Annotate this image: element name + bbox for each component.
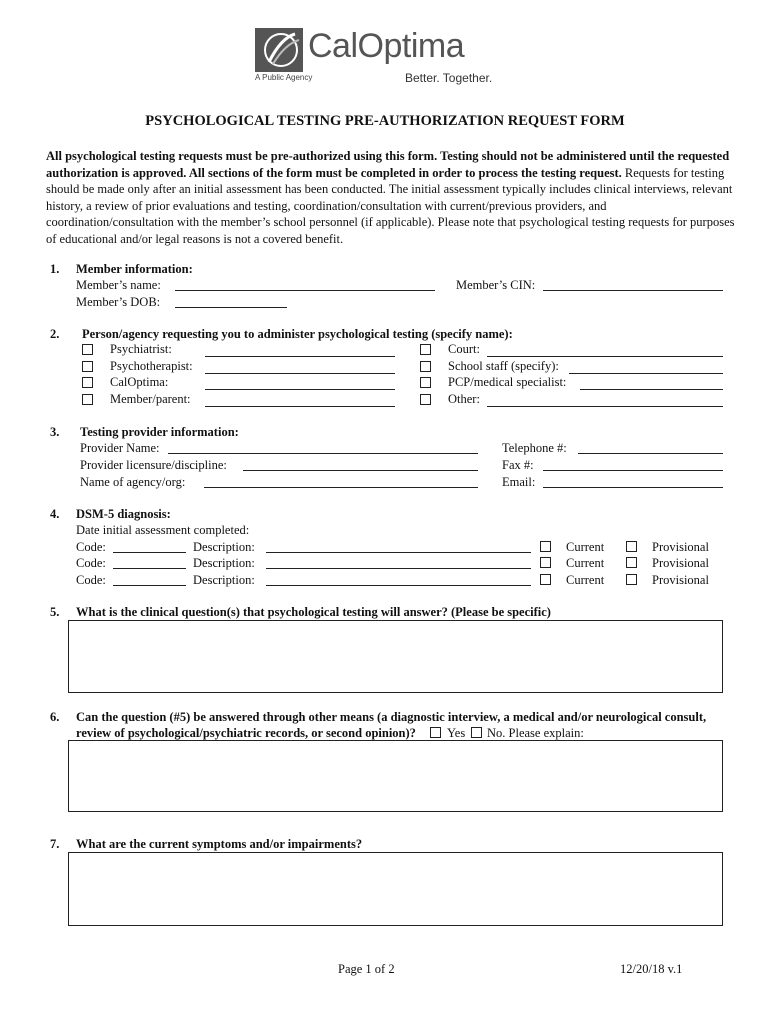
section-number: 2. [50, 327, 60, 341]
description-label: Description: [193, 540, 255, 554]
provider-name-label: Provider Name: [80, 441, 160, 455]
licensure-label: Provider licensure/discipline: [80, 458, 227, 472]
section-question-line1: Can the question (#5) be answered through other means (a diagnostic interview, a medical and/or neurological consult, [76, 710, 707, 724]
other-label: Other: [448, 392, 480, 406]
code-label: Code: [76, 556, 106, 570]
section-number: 4. [50, 507, 60, 521]
fax-field[interactable] [543, 470, 723, 471]
member-dob-label: Member’s DOB: [76, 295, 161, 309]
intro-bold: All psychological testing requests must be pre-authorized using this form. Testing should not be administered until the requested authorization is approved. All sections of the form must be completed in order to process the testing request. [46, 149, 730, 180]
section-number: 6. [50, 710, 60, 724]
intro-paragraph [46, 148, 736, 247]
member-cin-label: Member’s CIN: [456, 278, 536, 292]
clinical-question-textarea[interactable] [68, 620, 723, 693]
explain-textarea[interactable] [68, 740, 723, 812]
email-field[interactable] [543, 487, 723, 488]
agency-label: Name of agency/org: [80, 475, 186, 489]
current-checkbox-2[interactable] [540, 557, 551, 568]
provisional-checkbox-2[interactable] [626, 557, 637, 568]
provisional-checkbox-3[interactable] [626, 574, 637, 585]
page-title: PSYCHOLOGICAL TESTING PRE-AUTHORIZATION REQUEST FORM [145, 113, 625, 129]
psychotherapist-field[interactable] [205, 373, 395, 374]
section-number: 1. [50, 262, 60, 276]
symptoms-textarea[interactable] [68, 852, 723, 926]
member-name-label: Member’s name: [76, 278, 161, 292]
member-name-field[interactable] [175, 290, 435, 291]
description-label: Description: [193, 556, 255, 570]
current-checkbox-3[interactable] [540, 574, 551, 585]
section-heading: DSM-5 diagnosis: [76, 507, 171, 521]
description-field-1[interactable] [266, 552, 531, 553]
provisional-checkbox-1[interactable] [626, 541, 637, 552]
caloptima-label: CalOptima: [110, 375, 169, 389]
current-checkbox-1[interactable] [540, 541, 551, 552]
provider-name-field[interactable] [168, 453, 478, 454]
pcp-checkbox[interactable] [420, 377, 431, 388]
psychiatrist-label: Psychiatrist: [110, 342, 172, 356]
provisional-label: Provisional [652, 540, 709, 554]
member-parent-label: Member/parent: [110, 392, 191, 406]
agency-field[interactable] [204, 487, 478, 488]
section-heading: Person/agency requesting you to administer psychological testing (specify name): [82, 327, 513, 341]
school-staff-label: School staff (specify): [448, 359, 559, 373]
section-number: 7. [50, 837, 60, 851]
licensure-field[interactable] [243, 470, 478, 471]
version-label: 12/20/18 v.1 [620, 962, 683, 976]
member-parent-field[interactable] [205, 406, 395, 407]
other-checkbox[interactable] [420, 394, 431, 405]
logo-name: CalOptima [308, 27, 465, 65]
code-field-2[interactable] [113, 568, 186, 569]
section-question-line2: review of psychological/psychiatric records, or second opinion)? [76, 726, 416, 740]
fax-label: Fax #: [502, 458, 534, 472]
provisional-label: Provisional [652, 573, 709, 587]
code-label: Code: [76, 573, 106, 587]
email-label: Email: [502, 475, 536, 489]
telephone-field[interactable] [578, 453, 723, 454]
pcp-field[interactable] [580, 389, 723, 390]
intro-normal: Requests for testing should be made only after an initial assessment has been conducted. The initial assessment typically includes clinical interviews, relevant history, a review of prior evaluations and testing, coordination/consultation with current/previous providers, and coordination/consultation with the member’s school personnel (if applicable). Please note that psychological testing requests for purposes of educational and/or legal reasons is not a covered benefit. [46, 165, 735, 246]
logo-agency: A Public Agency [255, 73, 313, 82]
page-number: Page 1 of 2 [338, 962, 395, 976]
logo-tagline: Better. Together. [405, 71, 493, 85]
no-label: No. Please explain: [487, 726, 584, 740]
section-number: 5. [50, 605, 60, 619]
section-heading: Testing provider information: [80, 425, 239, 439]
other-field[interactable] [487, 406, 723, 407]
court-checkbox[interactable] [420, 344, 431, 355]
court-field[interactable] [487, 356, 723, 357]
member-parent-checkbox[interactable] [82, 394, 93, 405]
caloptima-field[interactable] [205, 389, 395, 390]
member-cin-field[interactable] [543, 290, 723, 291]
caloptima-logo-icon [255, 28, 303, 72]
school-staff-checkbox[interactable] [420, 361, 431, 372]
pcp-label: PCP/medical specialist: [448, 375, 567, 389]
psychiatrist-field[interactable] [205, 356, 395, 357]
member-dob-field[interactable] [175, 307, 287, 308]
section-question: What is the clinical question(s) that psychological testing will answer? (Please be specific) [76, 605, 551, 619]
logo [255, 28, 505, 88]
psychotherapist-checkbox[interactable] [82, 361, 93, 372]
date-assessment-label: Date initial assessment completed: [76, 523, 250, 537]
code-field-1[interactable] [113, 552, 186, 553]
no-checkbox[interactable] [471, 727, 482, 738]
yes-label: Yes [447, 726, 466, 740]
provisional-label: Provisional [652, 556, 709, 570]
code-label: Code: [76, 540, 106, 554]
description-field-2[interactable] [266, 568, 531, 569]
section-heading: Member information: [76, 262, 193, 276]
telephone-label: Telephone #: [502, 441, 567, 455]
description-field-3[interactable] [266, 585, 531, 586]
current-label: Current [566, 573, 605, 587]
caloptima-checkbox[interactable] [82, 377, 93, 388]
psychotherapist-label: Psychotherapist: [110, 359, 193, 373]
court-label: Court: [448, 342, 480, 356]
yes-checkbox[interactable] [430, 727, 441, 738]
psychiatrist-checkbox[interactable] [82, 344, 93, 355]
code-field-3[interactable] [113, 585, 186, 586]
description-label: Description: [193, 573, 255, 587]
section-number: 3. [50, 425, 60, 439]
current-label: Current [566, 556, 605, 570]
section-question: What are the current symptoms and/or impairments? [76, 837, 363, 851]
current-label: Current [566, 540, 605, 554]
school-staff-field[interactable] [569, 373, 723, 374]
